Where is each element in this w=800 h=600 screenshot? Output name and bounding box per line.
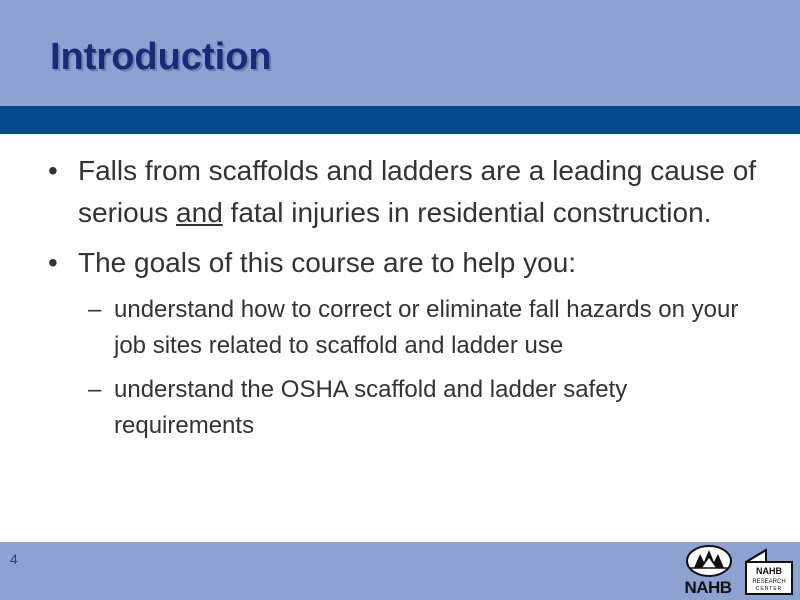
bullet-underlined-word: and xyxy=(176,197,223,228)
sub-bullet-list xyxy=(88,292,768,444)
bullet-item xyxy=(48,242,768,284)
nahb-logo-text: NAHB xyxy=(684,578,732,597)
bullet-marker: • xyxy=(48,247,58,278)
sub-bullet-text: understand the OSHA scaffold and ladder safety requirements xyxy=(114,376,628,439)
sub-bullet-marker: – xyxy=(88,376,102,403)
divider-bar xyxy=(0,106,800,134)
sub-bullet-item xyxy=(88,372,768,444)
nahb-research-center-logo-icon xyxy=(742,548,796,598)
sub-bullet-marker: – xyxy=(88,296,102,323)
bullet-text-part: Falls from scaffolds and ladders are a leading cause of serious xyxy=(78,155,757,228)
research-logo-line3: CENTER xyxy=(755,586,783,592)
research-logo-line1: NAHB xyxy=(756,566,782,576)
research-logo-line2: RESEARCH xyxy=(752,579,786,585)
slide-title: Introduction xyxy=(50,36,272,78)
bullet-text: The goals of this course are to help you: xyxy=(78,247,577,278)
sub-bullet-item xyxy=(88,292,768,364)
bullet-item xyxy=(48,150,768,234)
sub-bullet-text: understand how to correct or eliminate fall hazards on your job sites related to scaffold and ladder use xyxy=(114,296,739,359)
page-number: 4 xyxy=(10,551,18,567)
bullet-text xyxy=(78,155,756,228)
bullet-text-part: fatal injuries in residential construction. xyxy=(222,197,712,228)
slide-content xyxy=(48,150,768,452)
bullet-marker: • xyxy=(48,155,58,186)
